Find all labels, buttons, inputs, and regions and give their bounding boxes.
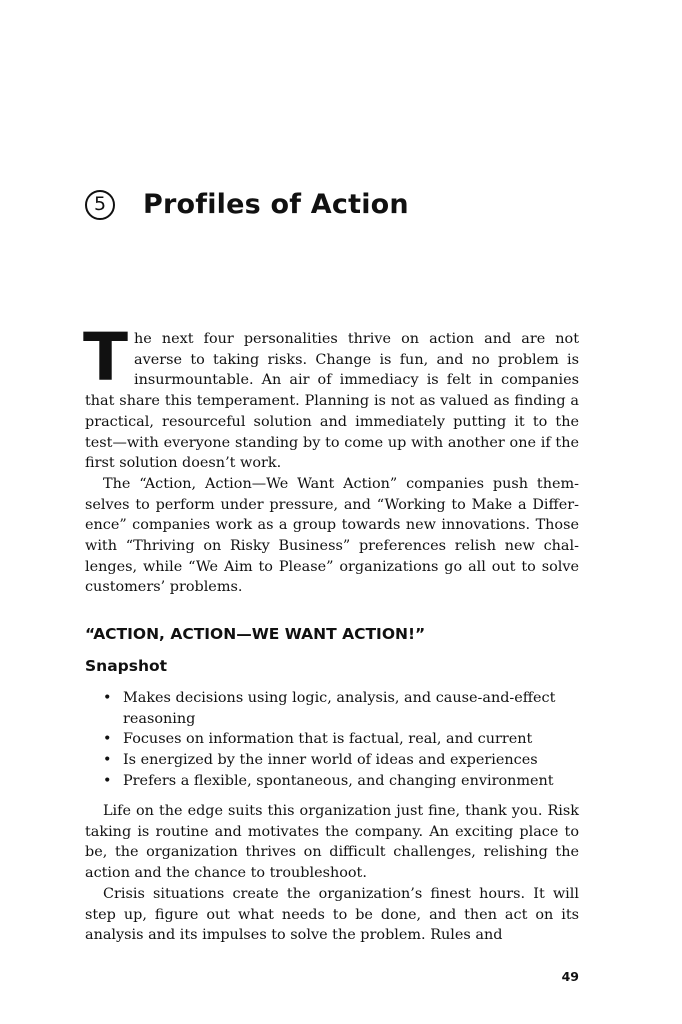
intro-paragraph-1-text: he next four personalities thrive on action and are not averse to taking risks. Change is fun, and no problem is insurmountable. An air of immediacy is felt in companies that share this temperament. Planning is not as valued as finding a practical, resourceful solution and immediately putting it to the test—with everyone standing by to come up with another one if the first solution doesn’t work. — [85, 331, 579, 472]
list-item: • Prefers a flexible, spontaneous, and changing environment — [85, 771, 579, 792]
section-paragraph-2: Crisis situations create the organization’s finest hours. It will step up, figure out what needs to be done, and then act on its analysis and its impulses to solve the problem. Rules and — [85, 885, 579, 944]
snapshot-list — [85, 688, 579, 792]
section-paragraph-1: Life on the edge suits this organization just fine, thank you. Risk taking is routine and motivates the company. An exciting place to be, the organization thrives on difficult challenges, relishing the action and the chance to troubleshoot. — [85, 803, 579, 882]
intro-paragraph-1 — [83, 319, 579, 474]
page-number: 49 — [561, 969, 579, 984]
chapter-heading — [85, 189, 409, 220]
snapshot-heading: Snapshot — [85, 657, 168, 675]
chapter-title: Profiles of Action — [143, 189, 409, 220]
book-page — [85, 0, 579, 1024]
intro-paragraph-2: The “Action, Action—We Want Action” companies push themselves to perform under pressure, and “Working to Make a Difference” companies work as a group towards new innovations. Those with “Thriving on Risky Business” preferences relish new challenges, while “We Aim to Please” organizations go all out to solve customers’ problems. — [85, 475, 579, 596]
drop-cap: T — [83, 319, 129, 396]
list-item: • Is energized by the inner world of ideas and experiences — [85, 750, 579, 771]
intro-text — [83, 319, 579, 598]
list-item: • Focuses on information that is factual, real, and current — [85, 729, 579, 750]
list-item: • Makes decisions using logic, analysis, and cause-and-effect reasoning — [85, 688, 579, 729]
section-heading: “ACTION, ACTION—WE WANT ACTION!” — [85, 625, 426, 643]
chapter-number-circle: 5 — [85, 190, 115, 220]
section-body — [85, 801, 579, 946]
